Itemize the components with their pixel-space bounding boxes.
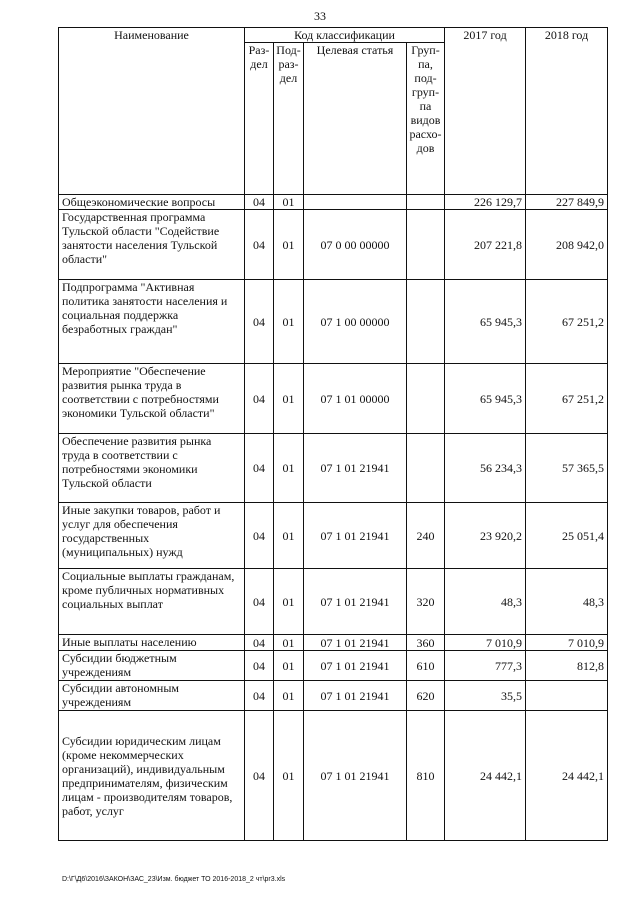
row-podrazdel: 01 (274, 569, 304, 635)
row-value-2018: 208 942,0 (526, 210, 608, 280)
row-expense-group: 620 (407, 681, 445, 711)
row-name: Подпрограмма "Активная политика занятости населения и социальная поддержка безработных граждан" (59, 280, 245, 364)
row-value-2017: 777,3 (445, 651, 526, 681)
row-value-2017: 23 920,2 (445, 503, 526, 569)
row-target-article: 07 1 01 21941 (304, 681, 407, 711)
table-row (59, 280, 608, 364)
row-podrazdel: 01 (274, 681, 304, 711)
row-target-article: 07 1 00 00000 (304, 280, 407, 364)
row-target-article: 07 1 01 21941 (304, 503, 407, 569)
row-target-article: 07 1 01 21941 (304, 651, 407, 681)
row-value-2017: 7 010,9 (445, 635, 526, 651)
row-target-article: 07 1 01 21941 (304, 569, 407, 635)
row-value-2017: 226 129,7 (445, 195, 526, 210)
row-name: Общеэкономические вопросы (59, 195, 245, 210)
table-row (59, 651, 608, 681)
row-podrazdel: 01 (274, 651, 304, 681)
row-razdel: 04 (245, 681, 274, 711)
row-razdel: 04 (245, 210, 274, 280)
row-expense-group (407, 195, 445, 210)
row-razdel: 04 (245, 569, 274, 635)
header-podrazdel: Под-раз-дел (274, 43, 304, 195)
row-target-article: 07 1 01 00000 (304, 364, 407, 434)
row-value-2017: 24 442,1 (445, 711, 526, 841)
row-expense-group (407, 280, 445, 364)
header-target-article: Целевая статья (304, 43, 407, 195)
table-row (59, 681, 608, 711)
header-year-2017: 2017 год (445, 28, 526, 195)
row-name: Субсидии бюджетным учреждениям (59, 651, 245, 681)
page-number: 33 (314, 9, 326, 23)
row-podrazdel: 01 (274, 434, 304, 503)
row-value-2018: 7 010,9 (526, 635, 608, 651)
row-razdel: 04 (245, 280, 274, 364)
row-value-2018: 25 051,4 (526, 503, 608, 569)
row-expense-group: 810 (407, 711, 445, 841)
row-value-2018: 48,3 (526, 569, 608, 635)
row-expense-group: 320 (407, 569, 445, 635)
header-year-2018: 2018 год (526, 28, 608, 195)
row-value-2018: 57 365,5 (526, 434, 608, 503)
row-name: Иные закупки товаров, работ и услуг для обеспечения государственных (муниципальных) нужд (59, 503, 245, 569)
row-target-article: 07 1 01 21941 (304, 635, 407, 651)
row-expense-group (407, 364, 445, 434)
row-value-2018: 24 442,1 (526, 711, 608, 841)
row-value-2017: 48,3 (445, 569, 526, 635)
row-value-2017: 35,5 (445, 681, 526, 711)
file-path-footer: D:\Г\Д6\2016\ЗАКОН\ЗАС_23\Изм. бюджет ТО 2016-2018_2 чт\pr3.xls (62, 876, 286, 883)
row-value-2018: 227 849,9 (526, 195, 608, 210)
row-value-2018: 812,8 (526, 651, 608, 681)
row-razdel: 04 (245, 711, 274, 841)
row-value-2017: 65 945,3 (445, 364, 526, 434)
row-podrazdel: 01 (274, 195, 304, 210)
row-name: Обеспечение развития рынка труда в соответствии с потребностями экономики Тульской области (59, 434, 245, 503)
row-razdel: 04 (245, 195, 274, 210)
table-row (59, 569, 608, 635)
header-razdel: Раз-дел (245, 43, 274, 195)
row-value-2017: 207 221,8 (445, 210, 526, 280)
table-row (59, 364, 608, 434)
table-row (59, 635, 608, 651)
row-name: Социальные выплаты гражданам, кроме публичных нормативных социальных выплат (59, 569, 245, 635)
table-row (59, 503, 608, 569)
row-name: Иные выплаты населению (59, 635, 245, 651)
table-row (59, 210, 608, 280)
header-classification: Код классификации (245, 28, 445, 43)
header-expense-group: Груп-па, под-груп-па видов расхо-дов (407, 43, 445, 195)
header-name: Наименование (59, 28, 245, 195)
row-razdel: 04 (245, 635, 274, 651)
row-razdel: 04 (245, 434, 274, 503)
row-value-2018 (526, 681, 608, 711)
row-podrazdel: 01 (274, 364, 304, 434)
row-razdel: 04 (245, 503, 274, 569)
row-name: Мероприятие "Обеспечение развития рынка труда в соответствии с потребностями экономики Тульской области" (59, 364, 245, 434)
row-razdel: 04 (245, 651, 274, 681)
row-podrazdel: 01 (274, 635, 304, 651)
budget-table (58, 27, 608, 841)
row-name: Субсидии автономным учреждениям (59, 681, 245, 711)
row-podrazdel: 01 (274, 503, 304, 569)
table-row (59, 195, 608, 210)
row-value-2017: 56 234,3 (445, 434, 526, 503)
row-name: Государственная программа Тульской области "Содействие занятости населения Тульской области" (59, 210, 245, 280)
row-podrazdel: 01 (274, 711, 304, 841)
row-expense-group: 240 (407, 503, 445, 569)
row-value-2018: 67 251,2 (526, 280, 608, 364)
table-row (59, 434, 608, 503)
row-value-2018: 67 251,2 (526, 364, 608, 434)
row-expense-group: 610 (407, 651, 445, 681)
row-expense-group (407, 434, 445, 503)
row-target-article: 07 1 01 21941 (304, 711, 407, 841)
row-target-article: 07 0 00 00000 (304, 210, 407, 280)
row-name: Субсидии юридическим лицам (кроме некоммерческих организаций), индивидуальным предпринимателям, физическим лицам - производителям товаров, работ, услуг (59, 711, 245, 841)
row-podrazdel: 01 (274, 210, 304, 280)
row-target-article: 07 1 01 21941 (304, 434, 407, 503)
row-podrazdel: 01 (274, 280, 304, 364)
row-target-article (304, 195, 407, 210)
row-expense-group (407, 210, 445, 280)
row-razdel: 04 (245, 364, 274, 434)
row-expense-group: 360 (407, 635, 445, 651)
row-value-2017: 65 945,3 (445, 280, 526, 364)
table-row (59, 711, 608, 841)
